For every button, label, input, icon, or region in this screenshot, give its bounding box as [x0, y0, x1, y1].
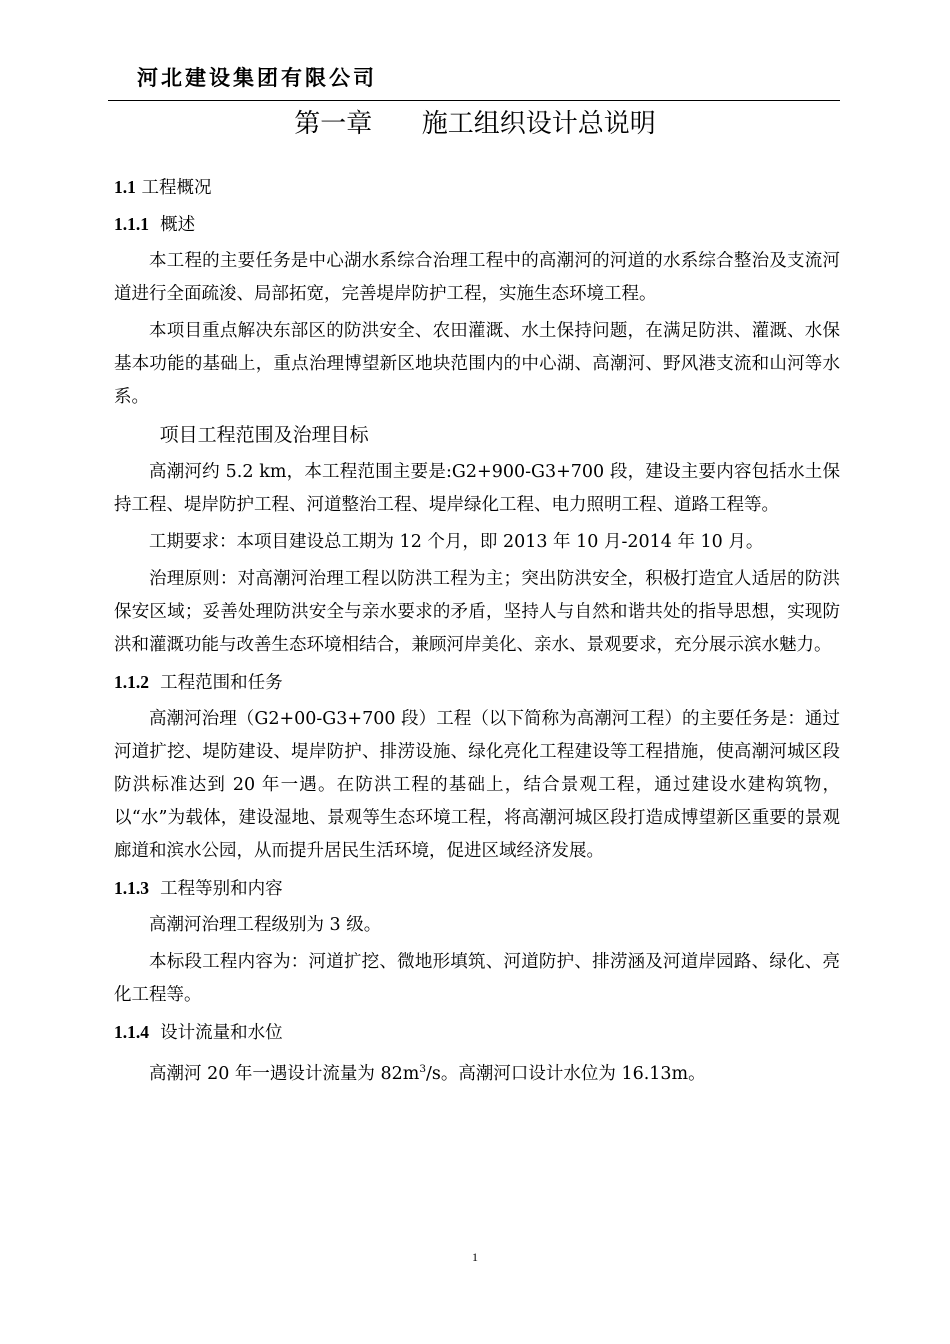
chapter-title: 第一章 施工组织设计总说明 — [294, 109, 656, 139]
section-title: 设计流量和水位 — [160, 1023, 283, 1043]
section-heading-1-1 — [114, 171, 840, 208]
section-number: 1.1 — [114, 177, 136, 197]
paragraph-schedule: 工期要求：本项目建设总工期为 12 个月，即 2013 年 10 月-2014 年 10 月。 — [149, 532, 764, 552]
section-number: 1.1.3 — [114, 878, 149, 898]
company-header: 河北建设集团有限公司 — [137, 66, 377, 90]
section-number: 1.1.4 — [114, 1022, 149, 1042]
section-number: 1.1.1 — [114, 214, 149, 234]
section-heading-1-1-4 — [114, 1016, 840, 1053]
paragraph-flow-level — [114, 1053, 840, 1091]
flow-text-after: /s。高潮河口设计水位为 16.13m。 — [426, 1063, 706, 1084]
document-body — [114, 171, 840, 1095]
section-heading-1-1-1 — [114, 208, 840, 245]
flow-unit-superscript: 3 — [419, 1063, 427, 1075]
section-title: 工程范围和任务 — [160, 673, 283, 693]
paragraph-overview-1: 本工程的主要任务是中心湖水系综合治理工程中的高潮河的河道的水系综合整治及支流河道进行全面疏浚、局部拓宽，完善堤岸防护工程，实施生态环境工程。 — [114, 251, 840, 304]
paragraph-principles: 治理原则：对高潮河治理工程以防洪工程为主；突出防洪安全，积极打造宜人适居的防洪保安区域；妥善处理防洪安全与亲水要求的矛盾，坚持人与自然和谐共处的指导思想，实现防洪和灌溉功能与改善生态环境相结合，兼顾河岸美化、亲水、景观要求，充分展示滨水魅力。 — [114, 569, 840, 655]
paragraph-scope: 高潮河约 5.2 km，本工程范围主要是:G2+900-G3+700 段，建设主要内容包括水土保持工程、堤岸防护工程、河道整治工程、堤岸绿化工程、电力照明工程、道路工程等。 — [114, 462, 840, 515]
page-number: 1 — [472, 1250, 478, 1264]
section-heading-1-1-2 — [114, 666, 840, 703]
paragraph-contents: 本标段工程内容为：河道扩挖、微地形填筑、河道防护、排涝涵及河道岸园路、绿化、亮化工程等。 — [114, 952, 840, 1005]
section-title: 工程概况 — [141, 178, 212, 198]
subtitle-scope: 项目工程范围及治理目标 — [159, 424, 369, 446]
flow-text-before: 高潮河 20 年一遇设计流量为 82m — [149, 1063, 420, 1084]
section-title: 工程等别和内容 — [160, 879, 283, 899]
header-rule — [108, 100, 840, 101]
paragraph-grade: 高潮河治理工程级别为 3 级。 — [149, 915, 382, 935]
paragraph-tasks: 高潮河治理（G2+00-G3+700 段）工程（以下简称为高潮河工程）的主要任务是：通过河道扩挖、堤防建设、堤岸防护、排涝设施、绿化亮化工程建设等工程措施，使高潮河城区段防洪标准达到 20 年一遇。在防洪工程的基础上，结合景观工程，通过建设水建构筑物，以“水”为载体，建设湿地、景观等生态环境工程，将高潮河城区段打造成博望新区重要的景观廊道和滨水公园，从而提升居民生活环境，促进区域经济发展。 — [114, 709, 840, 861]
section-number: 1.1.2 — [114, 672, 149, 692]
paragraph-overview-2: 本项目重点解决东部区的防洪安全、农田灌溉、水土保持问题，在满足防洪、灌溉、水保基本功能的基础上，重点治理博望新区地块范围内的中心湖、高潮河、野风港支流和山河等水系。 — [114, 321, 840, 407]
section-title: 概述 — [160, 215, 196, 235]
section-heading-1-1-3 — [114, 872, 840, 909]
